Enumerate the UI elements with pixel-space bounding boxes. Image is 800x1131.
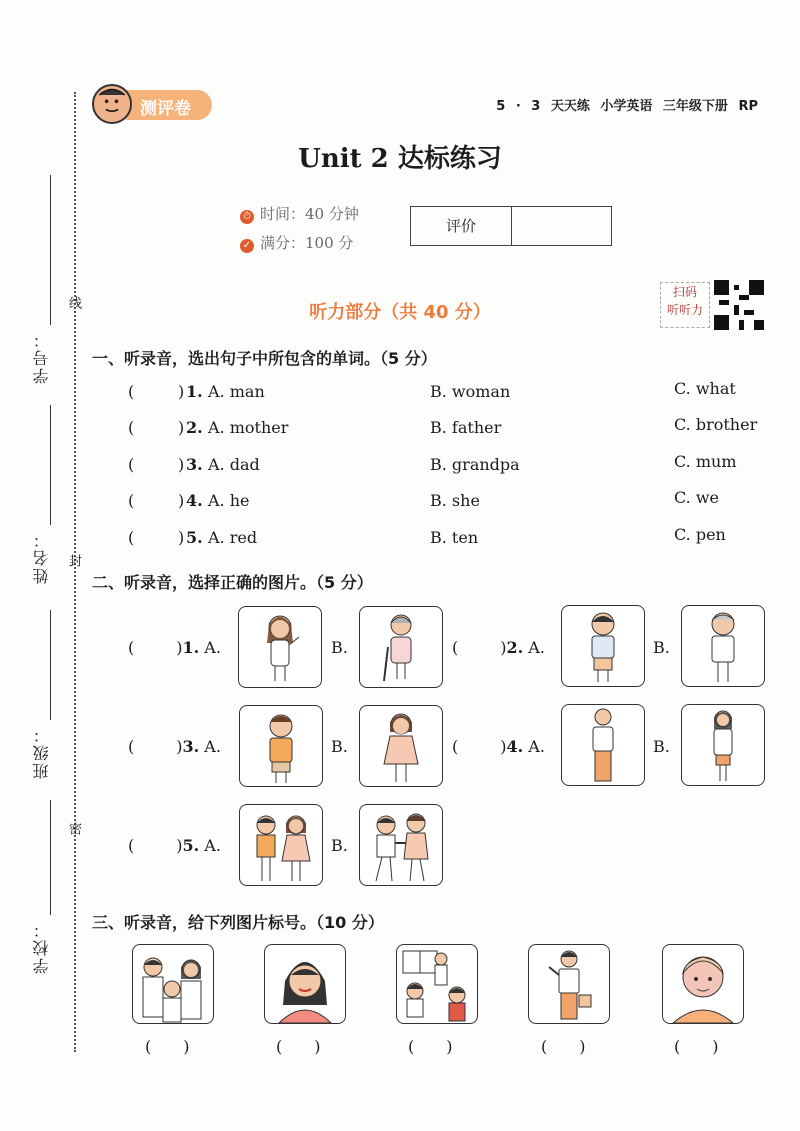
clock-icon: ⏱ bbox=[240, 210, 254, 224]
binding-mark-line: 线 bbox=[66, 296, 81, 309]
item-number: 1. bbox=[182, 638, 200, 657]
item-number: 3. bbox=[182, 737, 200, 756]
page-title: Unit 2 达标练习 bbox=[298, 144, 502, 174]
series-info: 5 · 3 天天练 小学英语 三年级下册 RP bbox=[496, 99, 758, 114]
qr-code-icon[interactable] bbox=[714, 280, 764, 330]
name-rule bbox=[50, 405, 51, 525]
woman-icon[interactable] bbox=[681, 704, 765, 786]
grandma-portrait-icon[interactable] bbox=[662, 944, 744, 1024]
girl-icon[interactable] bbox=[238, 606, 322, 688]
answer-paren[interactable]: ( bbox=[128, 528, 135, 547]
option-a: A. bbox=[528, 638, 545, 657]
binding-mark-secret: 密 bbox=[66, 822, 81, 835]
answer-paren[interactable]: ( ) bbox=[276, 1037, 321, 1056]
answer-paren[interactable]: ( bbox=[128, 455, 135, 474]
mascot-face-icon bbox=[92, 84, 132, 124]
scan-label bbox=[660, 282, 710, 328]
option-a: A. bbox=[204, 737, 221, 756]
answer-paren[interactable]: ( bbox=[128, 737, 135, 756]
option-c: C. brother bbox=[674, 415, 758, 434]
option-a: A. mother bbox=[208, 418, 289, 437]
option-b: B. bbox=[331, 638, 348, 657]
option-a: A. bbox=[204, 638, 221, 657]
class-rule bbox=[50, 610, 51, 720]
girl-icon[interactable] bbox=[359, 705, 443, 787]
part2-item-1 bbox=[128, 638, 221, 657]
time-info bbox=[240, 203, 359, 224]
option-b: B. father bbox=[430, 418, 502, 437]
option-b: B. grandpa bbox=[430, 455, 520, 474]
item-number: 5. bbox=[186, 528, 203, 547]
part2-item-2 bbox=[452, 638, 545, 657]
option-c: C. pen bbox=[674, 525, 726, 544]
item-number: 5. bbox=[182, 836, 200, 855]
answer-paren-close: ) bbox=[178, 382, 185, 401]
scan-text: 扫码 听听力 bbox=[666, 285, 703, 317]
option-a: A. bbox=[528, 737, 545, 756]
option-b: B. bbox=[331, 737, 348, 756]
item-number: 3. bbox=[186, 455, 203, 474]
class-label: 班级： bbox=[32, 725, 51, 779]
option-b: B. bbox=[653, 638, 670, 657]
option-b: B. bbox=[653, 737, 670, 756]
boy-icon[interactable] bbox=[239, 705, 323, 787]
evaluation-label: 评价 bbox=[411, 207, 512, 245]
answer-paren[interactable]: ( bbox=[128, 418, 135, 437]
badge-text: 测评卷 bbox=[140, 99, 191, 119]
answer-paren[interactable]: ( bbox=[128, 638, 135, 657]
score-info bbox=[240, 232, 353, 253]
answer-paren[interactable]: ( bbox=[452, 638, 459, 657]
part3-title: 三、听录音，给下列图片标号。（10 分） bbox=[92, 913, 384, 932]
school-label: 学校： bbox=[32, 920, 51, 974]
answer-paren[interactable]: ( ) bbox=[408, 1037, 453, 1056]
answer-paren-close: ) bbox=[178, 528, 185, 547]
student-id-label: 学号： bbox=[32, 330, 51, 384]
option-a: A. dad bbox=[208, 455, 260, 474]
part2-item-3 bbox=[128, 737, 221, 756]
listening-heading: 听力部分（共 40 分） bbox=[309, 302, 491, 323]
answer-paren-close: ) bbox=[178, 455, 185, 474]
answer-paren-close: ) bbox=[176, 737, 183, 756]
teacher-icon[interactable] bbox=[528, 944, 610, 1024]
option-c: C. mum bbox=[674, 452, 737, 471]
answer-paren[interactable]: ( bbox=[128, 491, 135, 510]
item-number: 2. bbox=[186, 418, 203, 437]
test-badge bbox=[92, 84, 212, 124]
girl-portrait-icon[interactable] bbox=[264, 944, 346, 1024]
answer-paren-close: ) bbox=[500, 737, 507, 756]
grandpa-icon[interactable] bbox=[681, 605, 765, 687]
man-icon[interactable] bbox=[561, 704, 645, 786]
part2-item-4 bbox=[452, 737, 545, 756]
item-number: 2. bbox=[506, 638, 524, 657]
answer-paren-close: ) bbox=[500, 638, 507, 657]
children-greeting-icon[interactable] bbox=[359, 804, 443, 886]
school-rule bbox=[50, 800, 51, 915]
item-number: 4. bbox=[186, 491, 203, 510]
option-a: A. he bbox=[208, 491, 250, 510]
classroom-icon[interactable] bbox=[396, 944, 478, 1024]
option-b: B. bbox=[331, 836, 348, 855]
check-icon: ✓ bbox=[240, 239, 254, 253]
part2-title: 二、听录音，选择正确的图片。（5 分） bbox=[92, 573, 373, 592]
answer-paren[interactable]: ( ) bbox=[145, 1037, 190, 1056]
answer-paren-close: ) bbox=[176, 836, 183, 855]
name-label: 姓名： bbox=[32, 530, 51, 584]
boy-icon[interactable] bbox=[561, 605, 645, 687]
answer-paren[interactable]: ( ) bbox=[674, 1037, 719, 1056]
option-c: C. what bbox=[674, 379, 736, 398]
option-a: A. bbox=[204, 836, 221, 855]
answer-paren[interactable]: ( bbox=[128, 836, 135, 855]
score-text: 满分：100 分 bbox=[260, 234, 354, 252]
answer-paren-close: ) bbox=[178, 491, 185, 510]
answer-paren[interactable]: ( ) bbox=[541, 1037, 586, 1056]
answer-paren[interactable]: ( bbox=[452, 737, 459, 756]
item-number: 1. bbox=[186, 382, 203, 401]
answer-paren[interactable]: ( bbox=[128, 382, 135, 401]
option-b: B. woman bbox=[430, 382, 511, 401]
binding-mark-seal: 封 bbox=[66, 554, 81, 567]
answer-paren-close: ) bbox=[178, 418, 185, 437]
answer-paren-close: ) bbox=[176, 638, 183, 657]
boy-girl-icon[interactable] bbox=[239, 804, 323, 886]
part1-title: 一、听录音，选出句子中所包含的单词。（5 分） bbox=[92, 349, 437, 368]
option-a: A. man bbox=[208, 382, 265, 401]
grandma-icon[interactable] bbox=[359, 606, 443, 688]
option-a: A. red bbox=[208, 528, 258, 547]
option-c: C. we bbox=[674, 488, 720, 507]
option-b: B. she bbox=[430, 491, 480, 510]
time-text: 时间：40 分钟 bbox=[260, 205, 359, 223]
evaluation-box bbox=[410, 206, 612, 246]
part2-item-5 bbox=[128, 836, 221, 855]
item-number: 4. bbox=[506, 737, 524, 756]
family-icon[interactable] bbox=[132, 944, 214, 1024]
option-b: B. ten bbox=[430, 528, 479, 547]
binding-line bbox=[74, 92, 76, 1052]
